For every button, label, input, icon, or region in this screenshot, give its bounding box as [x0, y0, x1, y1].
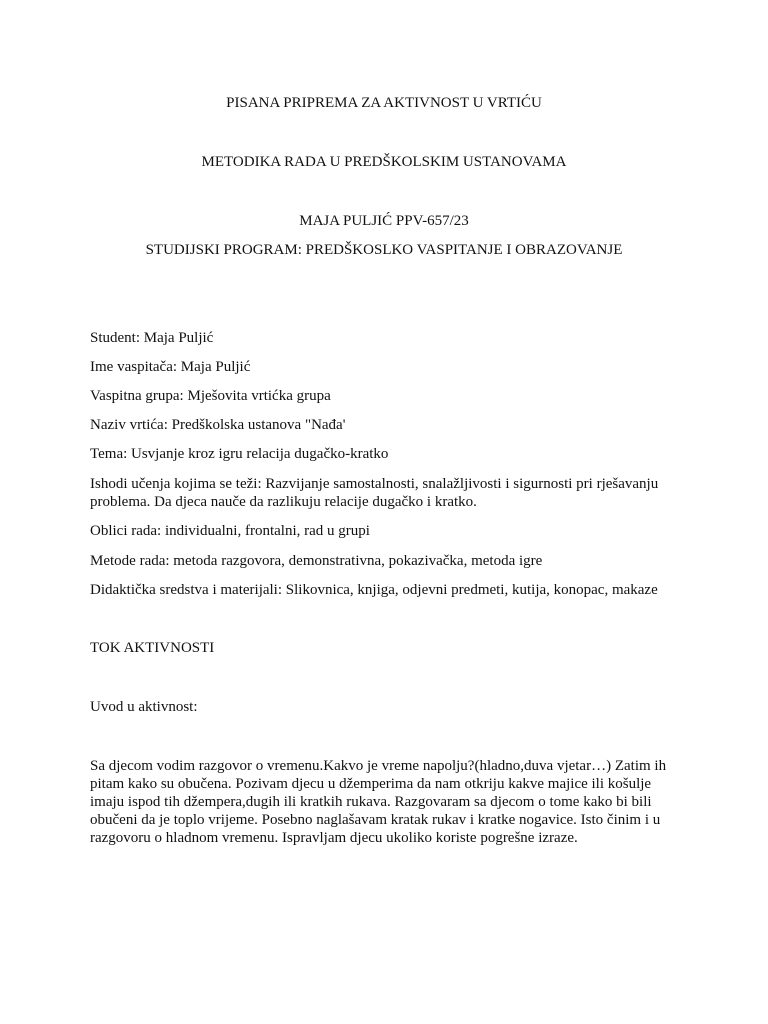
- paragraph-line: obučeni da je toplo vrijeme. Posebno naglašavam kratak rukav i kratke nogavice. Isto činim i u: [90, 812, 661, 828]
- methods-field: Metode rada: metoda razgovora, demonstrativna, pokazivačka, metoda igre: [90, 553, 543, 569]
- forms-field: Oblici rada: individualni, frontalni, rad u grupi: [90, 523, 370, 539]
- group-field: Vaspitna grupa: Mješovita vrtićka grupa: [90, 388, 331, 404]
- intro-label: Uvod u aktivnost:: [90, 699, 198, 715]
- materials-field: Didaktička sredstva i materijali: Slikovnica, knjiga, odjevni predmeti, kutija, konopac, makaze: [90, 582, 658, 598]
- document-title: PISANA PRIPREMA ZA AKTIVNOST U VRTIĆU: [226, 95, 542, 111]
- paragraph-line: Sa djecom vodim razgovor o vremenu.Kakvo je vreme napolju?(hladno,duva vjetar…) Zatim ih: [90, 758, 667, 774]
- author-line: MAJA PULJIĆ PPV-657/23: [299, 213, 469, 229]
- outcomes-line: Ishodi učenja kojima se teži: Razvijanje samostalnosti, snalažljivosti i sigurnosti pri rješavanju: [90, 476, 659, 492]
- paragraph-line: pitam kako su obučena. Pozivam djecu u džemperima da nam otkriju kakve majice ili košulje: [90, 776, 652, 792]
- paragraph-line: razgovoru o hladnom vremenu. Ispravljam djecu ukoliko koriste pogrešne izraze.: [90, 830, 578, 846]
- subject-title: METODIKA RADA U PREDŠKOLSKIM USTANOVAMA: [201, 154, 567, 170]
- teacher-field: Ime vaspitača: Maja Puljić: [90, 359, 251, 375]
- student-field: Student: Maja Puljić: [90, 330, 214, 346]
- program-line: STUDIJSKI PROGRAM: PREDŠKOSLKO VASPITANJE I OBRAZOVANJE: [145, 242, 623, 258]
- topic-field: Tema: Usvjanje kroz igru relacija dugačko-kratko: [90, 446, 389, 462]
- section-heading: TOK AKTIVNOSTI: [90, 640, 215, 656]
- outcomes-line: problema. Da djeca nauče da razlikuju relacije dugačko i kratko.: [90, 494, 477, 510]
- kindergarten-field: Naziv vrtića: Predškolska ustanova "Nađa': [90, 417, 346, 433]
- outcomes-field: [90, 475, 680, 511]
- intro-paragraph: [90, 757, 680, 847]
- paragraph-line: imaju ispod tih džempera,dugih ili kratkih rukava. Razgovaram sa djecom o tome kako bi bili: [90, 794, 652, 810]
